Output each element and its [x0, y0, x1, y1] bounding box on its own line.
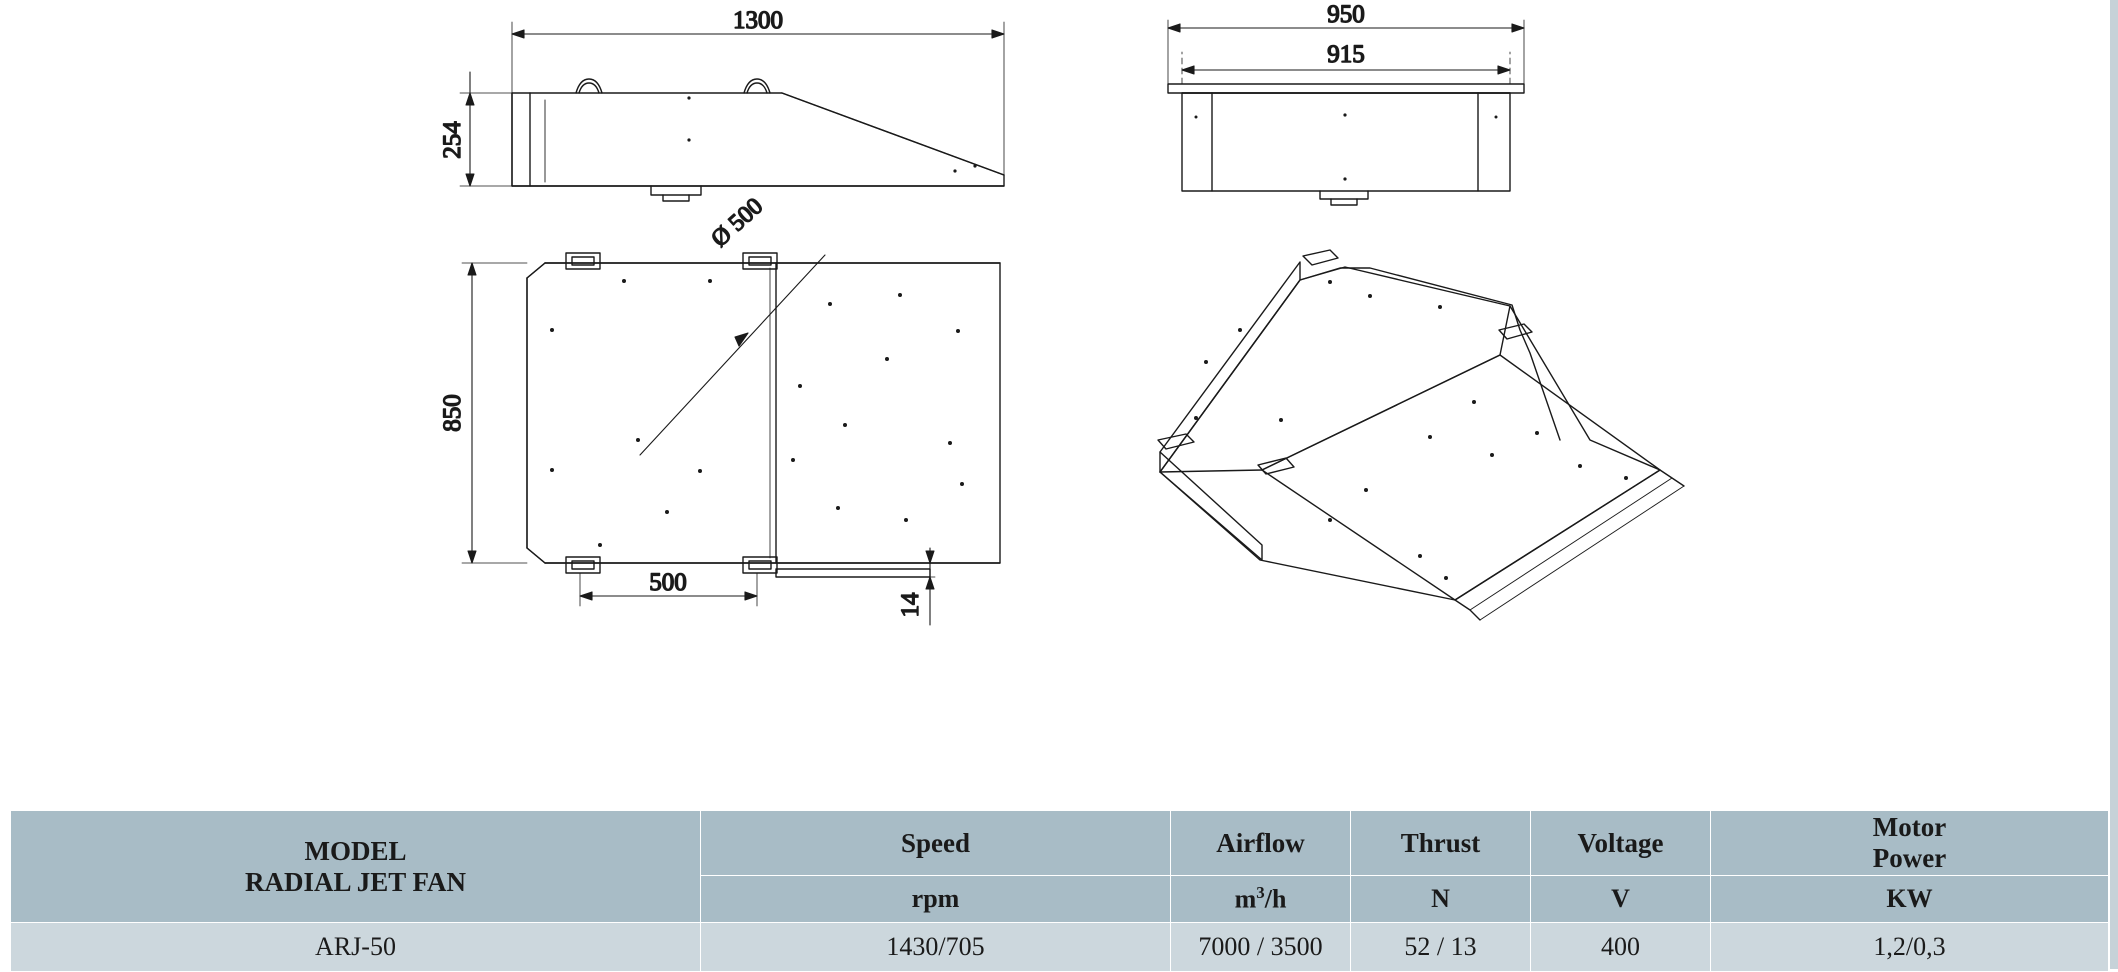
specification-table	[10, 810, 2108, 972]
unit-voltage: V	[1531, 876, 1711, 923]
header-model-line2: RADIAL JET FAN	[244, 866, 467, 897]
header-motor-power	[1711, 811, 2109, 876]
dim-label-915: 915	[1327, 41, 1365, 68]
unit-thrust: N	[1351, 876, 1531, 923]
cell-speed: 1430/705	[701, 923, 1171, 972]
dim-label-850: 850	[439, 394, 466, 432]
dim-label-14: 14	[897, 592, 924, 618]
dim-label-500: 500	[649, 569, 687, 596]
dim-label-diameter-500: Ø 500	[706, 193, 769, 253]
dim-label-254: 254	[439, 121, 466, 159]
unit-motor-power: KW	[1711, 876, 2109, 923]
unit-airflow-base: m	[1234, 884, 1257, 914]
header-voltage: Voltage	[1531, 811, 1711, 876]
unit-airflow-tail: /h	[1264, 884, 1287, 914]
header-thrust: Thrust	[1351, 811, 1531, 876]
cell-thrust: 52 / 13	[1351, 923, 1531, 972]
header-model	[11, 811, 701, 923]
header-motor-power-line1: Motor	[1872, 812, 1947, 842]
header-model-line1: MODEL	[304, 835, 407, 866]
dimension-diameter-500	[640, 255, 825, 455]
unit-airflow-exponent: 3	[1256, 883, 1265, 903]
table-row	[11, 923, 2109, 972]
page-edge-strip	[2110, 0, 2118, 969]
dimension-254	[460, 72, 512, 186]
front-elevation-geometry	[512, 79, 1004, 201]
unit-airflow	[1171, 876, 1351, 923]
dim-label-950: 950	[1327, 1, 1365, 28]
header-airflow: Airflow	[1171, 811, 1351, 876]
dimension-1300	[512, 22, 1004, 175]
top-plan-geometry	[527, 253, 1000, 577]
dimension-850	[462, 263, 527, 563]
dim-label-1300: 1300	[733, 7, 783, 34]
cell-motor-power: 1,2/0,3	[1711, 923, 2109, 972]
cell-voltage: 400	[1531, 923, 1711, 972]
header-motor-power-line2: Power	[1872, 843, 1947, 874]
cell-model: ARJ-50	[11, 923, 701, 972]
isometric-view-geometry	[1158, 250, 1684, 620]
unit-speed: rpm	[701, 876, 1171, 923]
header-speed: Speed	[701, 811, 1171, 876]
side-elevation-geometry	[1168, 84, 1524, 205]
table-header-row	[11, 811, 2109, 876]
cell-airflow: 7000 / 3500	[1171, 923, 1351, 972]
